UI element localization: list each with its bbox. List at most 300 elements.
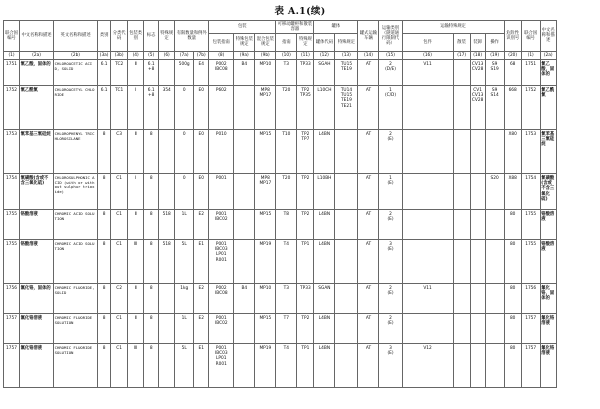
cell-tank-special: TP33: [297, 59, 314, 85]
cell-hazard-id: 68: [504, 59, 521, 85]
cell-mixed-packing: MP19: [255, 239, 276, 283]
header-classification-code: 分类代码: [111, 21, 128, 52]
cell-tank-instruction: T20: [276, 173, 297, 209]
cell-label: 8: [144, 209, 159, 239]
cell-special-packing: [234, 343, 255, 387]
header-tank-instruction: 指南: [276, 33, 297, 51]
header-tank-vehicle: 罐式运输车辆: [358, 21, 379, 52]
column-number: (3b): [111, 51, 128, 59]
column-number: (12): [314, 51, 335, 59]
cell-chinese-name-right: 氯苯基三氯硅烷: [540, 129, 556, 173]
cell-un-number: 1757: [4, 343, 20, 387]
table-row: [4, 343, 597, 387]
cell-ts-operation: S9 S19: [485, 59, 504, 85]
page-title: 表 A.1(续): [274, 6, 326, 17]
cell-chinese-name: 铬酸溶液: [20, 239, 54, 283]
table-row: [4, 313, 597, 343]
cell-ts-operation: S9 S14: [485, 85, 504, 129]
cell-un-number-right: 1753: [521, 129, 540, 173]
cell-label: 6.1 +8: [144, 59, 159, 85]
cell-packing-instruction: P001 IBC03 LP01 R001: [209, 343, 234, 387]
cell-special-provision: 518: [159, 239, 175, 283]
cell-ts-bulk: [453, 85, 470, 129]
column-number: (11): [297, 51, 314, 59]
cell-class: 8: [98, 239, 111, 283]
header-un-number: 联合国编号: [4, 21, 20, 52]
cell-tank-instruction: T4: [276, 343, 297, 387]
cell-limited-quantity: 0: [175, 173, 194, 209]
cell-class: 8: [98, 209, 111, 239]
cell-ts-loading: CV1 CV13 CV28: [470, 85, 485, 129]
cell-tank-instruction: T20: [276, 85, 297, 129]
cell-tank-code-special: [335, 343, 358, 387]
cell-transport-category: 1 (E): [379, 173, 402, 209]
cell-ts-package: V11: [402, 59, 453, 85]
cell-un-number: 1756: [4, 283, 20, 313]
cell-ts-operation: [485, 343, 504, 387]
cell-chinese-name: 氟化铬，固体的: [20, 283, 54, 313]
cell-packing-group: Ⅰ: [128, 85, 144, 129]
table-row: [4, 59, 597, 85]
cell-transport-category: 2 (E): [379, 283, 402, 313]
cell-transport-category: 2 (E): [379, 209, 402, 239]
cell-ts-package: [402, 239, 453, 283]
cell-label: 8: [144, 239, 159, 283]
cell-tank-code: SGAN: [314, 283, 335, 313]
cell-classification-code: TC2: [111, 59, 128, 85]
cell-tank-special: TP2 TP35: [297, 85, 314, 129]
cell-limited-quantity: 500g: [175, 59, 194, 85]
cell-ts-package: V12: [402, 343, 453, 387]
cell-chinese-name: 铬酸溶液: [20, 209, 54, 239]
cell-english-name: CHROMIC ACID SOLUTION: [54, 239, 98, 283]
cell-ts-loading: [470, 129, 485, 173]
header-label: 标志: [144, 21, 159, 52]
cell-special-provision: [159, 313, 175, 343]
cell-hazard-id: X80: [504, 129, 521, 173]
header-packing-instruction: 包装指南: [209, 33, 234, 51]
cell-ts-loading: [470, 209, 485, 239]
column-number-row: [4, 51, 597, 59]
cell-class: 6.1: [98, 85, 111, 129]
cell-chinese-name: 氯磺酸(含或不含三氧化硫): [20, 173, 54, 209]
column-number: (2b): [54, 51, 98, 59]
cell-english-name: CHLOROSULPHONIC ACID (with or without sulphur trioxide): [54, 173, 98, 209]
cell-special-packing: [234, 313, 255, 343]
cell-tank-special: TP1: [297, 343, 314, 387]
cell-tank-code: L4BN: [314, 239, 335, 283]
cell-mixed-packing: MP10: [255, 59, 276, 85]
cell-ts-package: [402, 85, 453, 129]
column-number: (3a): [98, 51, 111, 59]
cell-label: 8: [144, 313, 159, 343]
cell-packing-group: Ⅱ: [128, 129, 144, 173]
cell-tank-code-special: TU14 TU15 TE19 TE21: [335, 85, 358, 129]
cell-classification-code: C1: [111, 209, 128, 239]
cell-label: 8: [144, 173, 159, 209]
cell-limited-quantity: 5L: [175, 343, 194, 387]
cell-un-number-right: 1752: [521, 85, 540, 129]
header-un-number-right: 联合国编号: [521, 21, 540, 52]
cell-special-packing: [234, 173, 255, 209]
cell-tank-code-special: [335, 173, 358, 209]
column-number: (15): [379, 51, 402, 59]
header-limited-quantity: 有限数量和例外数量: [175, 21, 209, 52]
cell-excepted-quantity: E2: [194, 313, 209, 343]
cell-hazard-id: 80: [504, 343, 521, 387]
column-number: (2a): [540, 51, 556, 59]
cell-tank-vehicle: AT: [358, 59, 379, 85]
cell-packing-group: Ⅱ: [128, 209, 144, 239]
cell-tank-code-special: [335, 283, 358, 313]
header-tank-special: 特殊规定: [297, 33, 314, 51]
cell-transport-category: 1 (C/D): [379, 85, 402, 129]
table-row: [4, 173, 597, 209]
table-row: [4, 209, 597, 239]
cell-label: 8: [144, 343, 159, 387]
cell-limited-quantity: 0: [175, 85, 194, 129]
cell-class: 8: [98, 343, 111, 387]
cell-packing-instruction: P001 IBC02: [209, 313, 234, 343]
cell-chinese-name: 氟化铬溶液: [20, 313, 54, 343]
cell-mixed-packing: MP8 MP17: [255, 85, 276, 129]
cell-classification-code: C1: [111, 173, 128, 209]
cell-un-number-right: 1756: [521, 283, 540, 313]
cell-ts-bulk: [453, 173, 470, 209]
cell-mixed-packing: MP8 MP17: [255, 173, 276, 209]
cell-special-provision: 354: [159, 85, 175, 129]
cell-un-number-right: 1755: [521, 209, 540, 239]
cell-un-number-right: 1757: [521, 313, 540, 343]
table-row: [4, 129, 597, 173]
cell-un-number: 1751: [4, 59, 20, 85]
column-number: (16): [402, 51, 453, 59]
header-packaging-group: 包装: [209, 21, 276, 34]
cell-tank-vehicle: AT: [358, 313, 379, 343]
cell-tank-code-special: [335, 313, 358, 343]
cell-classification-code: C1: [111, 239, 128, 283]
cell-un-number: 1757: [4, 313, 20, 343]
cell-special-packing: B4: [234, 283, 255, 313]
cell-special-packing: [234, 209, 255, 239]
cell-ts-operation: [485, 239, 504, 283]
cell-hazard-id: 668: [504, 85, 521, 129]
cell-english-name: CHROMIC FLUORIDE, SOLID: [54, 283, 98, 313]
column-number: (14): [358, 51, 379, 59]
cell-un-number-right: 1757: [521, 343, 540, 387]
cell-english-name: CHROMIC FLUORIDE SOLUTION: [54, 343, 98, 387]
cell-classification-code: C2: [111, 283, 128, 313]
header-packing-group: 包装类别: [128, 21, 144, 52]
cell-mixed-packing: MP19: [255, 343, 276, 387]
cell-limited-quantity: 1kg: [175, 283, 194, 313]
column-number: (4): [128, 51, 144, 59]
column-number: (7b): [194, 51, 209, 59]
cell-class: 6.1: [98, 59, 111, 85]
cell-english-name: CHLOROACETYL CHLORIDE: [54, 85, 98, 129]
cell-excepted-quantity: E2: [194, 209, 209, 239]
cell-ts-loading: [470, 283, 485, 313]
cell-special-provision: [159, 173, 175, 209]
cell-ts-bulk: [453, 283, 470, 313]
cell-ts-loading: [470, 313, 485, 343]
cell-tank-instruction: T10: [276, 129, 297, 173]
cell-un-number: 1755: [4, 209, 20, 239]
cell-chinese-name-right: 氯乙酸，固体的: [540, 59, 556, 85]
cell-un-number-right: 1754: [521, 173, 540, 209]
cell-hazard-id: 80: [504, 239, 521, 283]
cell-hazard-id: 80: [504, 209, 521, 239]
cell-english-name: CHROMIC FLUORIDE SOLUTION: [54, 313, 98, 343]
header-ts-operation: 操作: [485, 33, 504, 51]
cell-label: 8: [144, 129, 159, 173]
cell-tank-instruction: T4: [276, 239, 297, 283]
cell-classification-code: C1: [111, 313, 128, 343]
header-tank-group: 罐体: [314, 21, 358, 34]
cell-transport-category: 2 (E): [379, 129, 402, 173]
cell-packing-instruction: P001: [209, 173, 234, 209]
cell-ts-loading: [470, 343, 485, 387]
cell-special-provision: [159, 129, 175, 173]
header-transport-category: 运输类别（隧道通行限制代码）: [379, 21, 402, 52]
cell-ts-bulk: [453, 343, 470, 387]
cell-packing-group: Ⅰ: [128, 173, 144, 209]
cell-ts-package: V11: [402, 283, 453, 313]
header-chinese-name: 中文名称和描述: [20, 21, 54, 52]
column-number: (6): [159, 51, 175, 59]
cell-ts-package: [402, 129, 453, 173]
column-number: (20): [504, 51, 521, 59]
cell-packing-group: Ⅱ: [128, 313, 144, 343]
column-number: (5): [144, 51, 159, 59]
cell-class: 8: [98, 313, 111, 343]
cell-chinese-name: 氯乙酸，固体的: [20, 59, 54, 85]
cell-packing-group: Ⅲ: [128, 343, 144, 387]
cell-ts-operation: [485, 313, 504, 343]
header-special-provisions: 特殊规定: [159, 21, 175, 52]
cell-mixed-packing: MP15: [255, 129, 276, 173]
cell-ts-operation: [485, 129, 504, 173]
column-number: (9b): [255, 51, 276, 59]
cell-tank-vehicle: AT: [358, 85, 379, 129]
cell-packing-instruction: P001 IBC02: [209, 209, 234, 239]
cell-tank-special: TP2: [297, 313, 314, 343]
cell-ts-loading: [470, 239, 485, 283]
header-portable-tank-group: 可移动罐柜和散装容器: [277, 21, 313, 32]
cell-un-number: 1754: [4, 173, 20, 209]
header-tank-code-special: 特殊规定: [335, 33, 358, 51]
cell-tank-code-special: TU15 TE19: [335, 59, 358, 85]
cell-class: 8: [98, 173, 111, 209]
cell-transport-category: 2 (E): [379, 313, 402, 343]
cell-tank-special: TP2 TP7: [297, 129, 314, 173]
cell-chinese-name: 氯乙酰氯: [20, 85, 54, 129]
cell-chinese-name-right: 氟化铬溶液: [540, 313, 556, 343]
column-number: (10): [276, 51, 297, 59]
column-number: (19): [485, 51, 504, 59]
cell-packing-instruction: P010: [209, 129, 234, 173]
header-english-name: 英文名称和描述: [54, 21, 98, 52]
cell-ts-operation: S20: [485, 173, 504, 209]
cell-tank-code-special: [335, 129, 358, 173]
cell-ts-loading: [470, 173, 485, 209]
cell-un-number-right: 1751: [521, 59, 540, 85]
cell-mixed-packing: MP15: [255, 209, 276, 239]
cell-ts-package: [402, 173, 453, 209]
cell-un-number: 1753: [4, 129, 20, 173]
header-tank-code: 罐体代码: [314, 33, 335, 51]
cell-chinese-name-right: 铬酸溶液: [540, 239, 556, 283]
cell-ts-bulk: [453, 129, 470, 173]
cell-excepted-quantity: E4: [194, 59, 209, 85]
header-ts-package: 包件: [402, 33, 453, 51]
cell-tank-code-special: [335, 239, 358, 283]
cell-un-number: 1755: [4, 239, 20, 283]
cell-tank-special: TP1: [297, 239, 314, 283]
header-hazard-id: 危险性识别号: [504, 21, 521, 52]
cell-label: 8: [144, 283, 159, 313]
cell-english-name: CHLOROPHENYL TRICHLOROSILANE: [54, 129, 98, 173]
header-ts-bulk: 散装: [453, 33, 470, 51]
cell-limited-quantity: 1L: [175, 313, 194, 343]
cell-hazard-id: 80: [504, 283, 521, 313]
cell-tank-vehicle: AT: [358, 343, 379, 387]
cell-chinese-name: 氟化铬溶液: [20, 343, 54, 387]
cell-un-number-right: 1755: [521, 239, 540, 283]
cell-packing-instruction: P602: [209, 85, 234, 129]
cell-ts-package: [402, 209, 453, 239]
cell-transport-category: 3 (E): [379, 343, 402, 387]
cell-packing-instruction: P002 IBC08: [209, 59, 234, 85]
header-transport-special: 运输特殊规定: [402, 21, 504, 34]
cell-excepted-quantity: E1: [194, 239, 209, 283]
cell-tank-instruction: T8: [276, 209, 297, 239]
cell-limited-quantity: 0: [175, 129, 194, 173]
cell-chinese-name-right: 氟化铬，固体的: [540, 283, 556, 313]
column-number: (2a): [20, 51, 54, 59]
header-mixed-packing: 混合包装规定: [255, 33, 276, 51]
cell-tank-instruction: T3: [276, 59, 297, 85]
cell-packing-group: Ⅲ: [128, 239, 144, 283]
table-body: [4, 59, 597, 387]
cell-english-name: CHROMIC ACID SOLUTION: [54, 209, 98, 239]
table-row: [4, 283, 597, 313]
cell-hazard-id: 80: [504, 313, 521, 343]
cell-tank-vehicle: AT: [358, 283, 379, 313]
cell-chinese-name-right: 氯磺酸(含或不含三氧化硫): [540, 173, 556, 209]
cell-ts-bulk: [453, 209, 470, 239]
table-row: [4, 239, 597, 283]
cell-tank-code: L4BN: [314, 313, 335, 343]
cell-packing-instruction: P002 IBC08: [209, 283, 234, 313]
column-number: (17): [453, 51, 470, 59]
cell-tank-instruction: T7: [276, 313, 297, 343]
cell-tank-vehicle: AT: [358, 129, 379, 173]
cell-limited-quantity: 5L: [175, 239, 194, 283]
cell-limited-quantity: 1L: [175, 209, 194, 239]
cell-chinese-name-right: 氯乙酰氯: [540, 85, 556, 129]
cell-special-provision: [159, 283, 175, 313]
cell-ts-bulk: [453, 313, 470, 343]
cell-tank-special: TP2: [297, 209, 314, 239]
cell-special-provision: [159, 343, 175, 387]
cell-label: 6.1 +8: [144, 85, 159, 129]
cell-tank-code: L4BN: [314, 343, 335, 387]
cell-transport-category: 3 (E): [379, 239, 402, 283]
cell-tank-instruction: T3: [276, 283, 297, 313]
cell-special-packing: B4: [234, 59, 255, 85]
cell-tank-special: TP2: [297, 173, 314, 209]
cell-ts-operation: [485, 283, 504, 313]
cell-ts-bulk: [453, 59, 470, 85]
cell-tank-code-special: [335, 209, 358, 239]
cell-ts-bulk: [453, 239, 470, 283]
cell-special-packing: [234, 239, 255, 283]
cell-packing-group: Ⅱ: [128, 283, 144, 313]
cell-special-provision: [159, 59, 175, 85]
column-number: (7a): [175, 51, 194, 59]
cell-excepted-quantity: E2: [194, 283, 209, 313]
cell-classification-code: C1: [111, 343, 128, 387]
cell-un-number: 1752: [4, 85, 20, 129]
cell-chinese-name: 氯苯基三氯硅烷: [20, 129, 54, 173]
cell-packing-instruction: P001 IBC03 LP01 R001: [209, 239, 234, 283]
cell-tank-code: SGAH: [314, 59, 335, 85]
cell-class: 8: [98, 129, 111, 173]
cell-tank-vehicle: AT: [358, 209, 379, 239]
column-number: (13): [335, 51, 358, 59]
table-row: [4, 85, 597, 129]
cell-excepted-quantity: E1: [194, 343, 209, 387]
column-number: (1): [521, 51, 540, 59]
cell-excepted-quantity: E0: [194, 173, 209, 209]
cell-tank-code: L10BH: [314, 173, 335, 209]
cell-tank-special: TP33: [297, 283, 314, 313]
cell-classification-code: C3: [111, 129, 128, 173]
cell-ts-operation: [485, 209, 504, 239]
cell-chinese-name-right: 铬酸溶液: [540, 209, 556, 239]
cell-tank-vehicle: AT: [358, 239, 379, 283]
header-class: 类别: [98, 21, 111, 52]
cell-english-name: CHLOROACETIC ACID, SOLID: [54, 59, 98, 85]
cell-ts-loading: CV13 CV28: [470, 59, 485, 85]
cell-mixed-packing: MP10: [255, 283, 276, 313]
cell-chinese-name-right: 氟化铬溶液: [540, 343, 556, 387]
cell-special-packing: [234, 85, 255, 129]
cell-mixed-packing: MP15: [255, 313, 276, 343]
cell-packing-group: Ⅱ: [128, 59, 144, 85]
column-number: (9a): [234, 51, 255, 59]
cell-tank-code: L10CH: [314, 85, 335, 129]
cell-excepted-quantity: E0: [194, 129, 209, 173]
header-ts-loading: 装卸: [470, 33, 485, 51]
cell-special-packing: [234, 129, 255, 173]
cell-transport-category: 2 (D/E): [379, 59, 402, 85]
dangerous-goods-table: [3, 20, 597, 388]
cell-excepted-quantity: E0: [194, 85, 209, 129]
column-number: (8): [209, 51, 234, 59]
cell-classification-code: TC1: [111, 85, 128, 129]
cell-tank-vehicle: AT: [358, 173, 379, 209]
cell-hazard-id: X88: [504, 173, 521, 209]
cell-class: 8: [98, 283, 111, 313]
header-chinese-name-right: 中文名称和描述: [540, 21, 556, 52]
cell-tank-code: L4BN: [314, 209, 335, 239]
cell-tank-code: L4BN: [314, 129, 335, 173]
column-number: (1): [4, 51, 20, 59]
cell-special-provision: 518: [159, 209, 175, 239]
column-number: (18): [470, 51, 485, 59]
